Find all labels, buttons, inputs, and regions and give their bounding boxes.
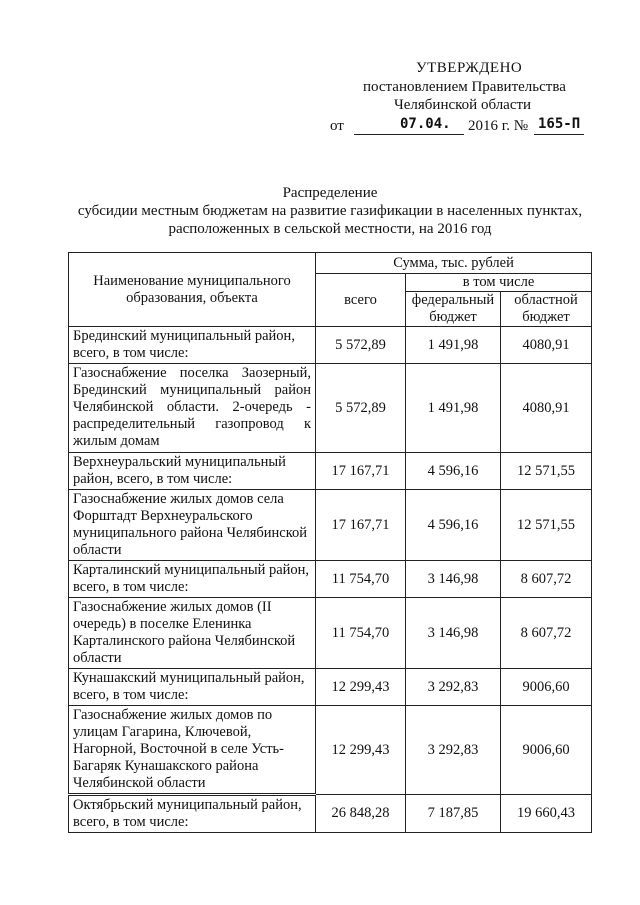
row-regional: 9006,60: [501, 706, 592, 795]
row-regional: 8 607,72: [501, 598, 592, 669]
row-total: 17 167,71: [316, 490, 406, 561]
row-total: 17 167,71: [316, 453, 406, 490]
row-total: 5 572,89: [316, 327, 406, 364]
row-name: Брединский муниципальный район, всего, в том числе:: [69, 327, 316, 364]
row-total: 11 754,70: [316, 561, 406, 598]
approval-line-region: Челябинской области: [394, 97, 532, 113]
doc-title-line3: расположенных в сельской местности, на 2016 год: [168, 221, 492, 237]
row-total: 12 299,43: [316, 706, 406, 795]
table-row: [69, 669, 592, 706]
row-regional: 4080,91: [501, 327, 592, 364]
row-total: 12 299,43: [316, 669, 406, 706]
header-regional: областной бюджет: [501, 292, 592, 327]
row-name: Октябрьский муниципальный район, всего, в том числе:: [69, 795, 316, 833]
row-federal: 7 187,85: [406, 795, 501, 833]
table-row: [69, 598, 592, 669]
approval-date-line: [330, 116, 600, 136]
row-federal: 3 292,83: [406, 706, 501, 795]
doc-title-line1: Распределение: [282, 185, 378, 201]
row-regional: 12 571,55: [501, 490, 592, 561]
subsidy-table: [68, 252, 592, 833]
row-federal: 3 146,98: [406, 561, 501, 598]
row-federal: 1 491,98: [406, 364, 501, 453]
doc-title-line2: субсидии местным бюджетам на развитие газификации в населенных пунктах,: [77, 203, 583, 219]
table-row: [69, 364, 592, 453]
row-regional: 9006,60: [501, 669, 592, 706]
row-federal: 4 596,16: [406, 453, 501, 490]
row-total: 5 572,89: [316, 364, 406, 453]
approval-line-decree: постановлением Правительства: [363, 79, 566, 95]
approval-date: 07.04.: [400, 116, 451, 132]
table-row: [69, 561, 592, 598]
approval-from-label: от: [330, 118, 344, 134]
header-name: Наименование муниципального образования, объекта: [69, 253, 316, 327]
table-row: [69, 706, 592, 795]
header-sum: Сумма, тыс. рублей: [316, 253, 592, 274]
approval-number: 165-П: [538, 116, 581, 132]
table-row: [69, 795, 592, 833]
row-federal: 3 292,83: [406, 669, 501, 706]
row-name: Верхнеуральский муниципальный район, всего, в том числе:: [69, 453, 316, 490]
row-name: Газоснабжение жилых домов (II очередь) в поселке Еленинка Карталинского района Челябинской области: [69, 598, 316, 669]
row-name: Карталинский муниципальный район, всего, в том числе:: [69, 561, 316, 598]
row-regional: 12 571,55: [501, 453, 592, 490]
row-name: Кунашакский муниципальный район, всего, в том числе:: [69, 669, 316, 706]
approval-year-label: 2016 г. №: [468, 118, 529, 134]
row-name: Газоснабжение поселка Заозерный, Брединский муниципальный район Челябинской области. 2-очередь - распределительный газопровод к жилым домам: [69, 364, 316, 453]
row-federal: 4 596,16: [406, 490, 501, 561]
approval-heading: УТВЕРЖДЕНО: [416, 60, 523, 76]
table-row: [69, 490, 592, 561]
row-total: 26 848,28: [316, 795, 406, 833]
row-total: 11 754,70: [316, 598, 406, 669]
row-federal: 1 491,98: [406, 327, 501, 364]
row-name: Газоснабжение жилых домов села Форштадт Верхнеуральского муниципального района Челябинской области: [69, 490, 316, 561]
header-total: всего: [316, 274, 406, 327]
row-name: Газоснабжение жилых домов по улицам Гагарина, Ключевой, Нагорной, Восточной в селе Усть-Багаряк Кунашакского района Челябинской области: [69, 706, 316, 795]
header-federal: федеральный бюджет: [406, 292, 501, 327]
table-row: [69, 327, 592, 364]
row-regional: 8 607,72: [501, 561, 592, 598]
row-federal: 3 146,98: [406, 598, 501, 669]
row-regional: 19 660,43: [501, 795, 592, 833]
row-regional: 4080,91: [501, 364, 592, 453]
header-including: в том числе: [406, 274, 592, 292]
table-row: [69, 453, 592, 490]
